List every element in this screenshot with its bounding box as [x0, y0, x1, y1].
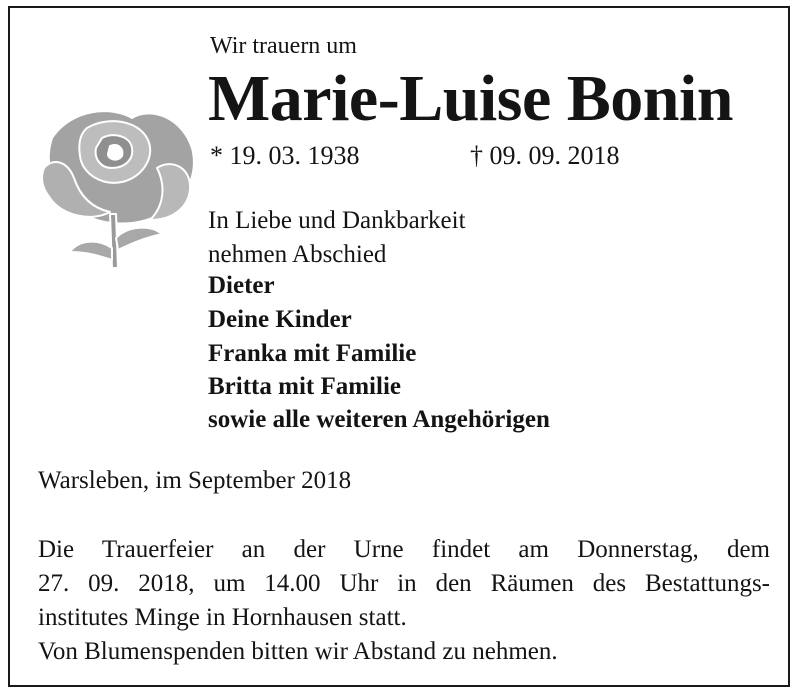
mourner-name: Britta mit Familie: [208, 373, 401, 400]
intro-text: Wir trauern um: [210, 33, 357, 59]
rose-icon: [32, 98, 200, 276]
ceremony-line: Die Trauerfeier an der Urne findet am Donnerstag, dem: [38, 536, 770, 563]
farewell-line-1: In Liebe und Dankbarkeit: [208, 207, 466, 234]
mourner-name: Franka mit Familie: [208, 340, 417, 367]
birth-date: * 19. 03. 1938: [210, 141, 360, 170]
mourner-name: Deine Kinder: [208, 306, 352, 333]
ceremony-paragraph: [38, 533, 770, 669]
farewell-line-2: nehmen Abschied: [208, 241, 387, 268]
ceremony-line: institutes Minge in Hornhausen statt.: [38, 604, 407, 631]
deceased-name: Marie-Luise Bonin: [208, 62, 734, 135]
place-date: Warsleben, im September 2018: [38, 467, 352, 494]
ceremony-line: Von Blumenspenden bitten wir Abstand zu nehmen.: [38, 638, 558, 665]
mourner-name: sowie alle weiteren Angehörigen: [208, 406, 550, 433]
mourner-name: Dieter: [208, 272, 275, 299]
ceremony-line: 27. 09. 2018, um 14.00 Uhr in den Räumen des Bestattungs-: [38, 570, 770, 597]
death-date: † 09. 09. 2018: [470, 141, 620, 170]
